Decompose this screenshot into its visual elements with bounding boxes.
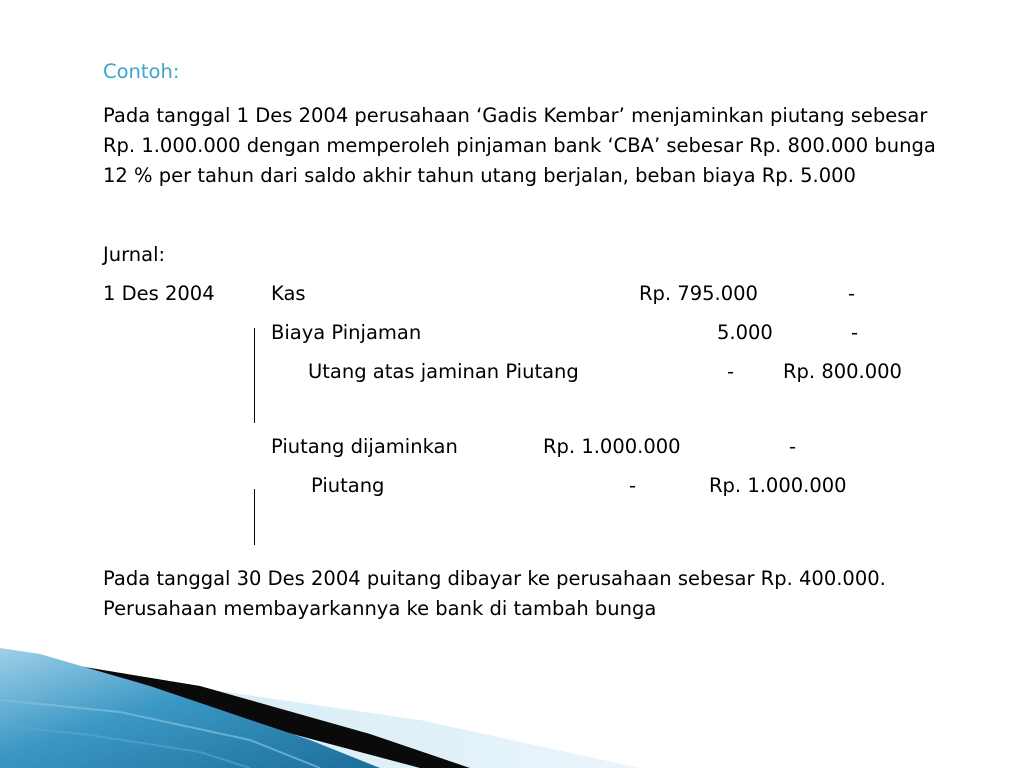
entry1-account: Kas	[271, 282, 306, 305]
entry2-account: Piutang	[311, 474, 385, 497]
closing-paragraph: Pada tanggal 30 Des 2004 puitang dibayar ke perusahaan sebesar Rp. 400.000. Perusahaan membayarkannya ke bank di tambah bunga	[103, 567, 886, 620]
entry1-debit: Rp. 795.000	[639, 282, 758, 305]
entry2-account: Piutang dijaminkan	[271, 435, 458, 458]
entry2-credit: Rp. 1.000.000	[709, 474, 847, 497]
entry2-debit: Rp. 1.000.000	[543, 435, 681, 458]
entry2-debit: -	[629, 474, 637, 497]
intro-paragraph: Pada tanggal 1 Des 2004 perusahaan ‘Gadis Kembar’ menjaminkan piutang sebesar Rp. 1.000.000 dengan memperoleh pinjaman bank ‘CBA’ sebesar Rp. 800.000 bunga 12 % per tahun dari saldo akhir tahun utang berjalan, beban biaya Rp. 5.000	[103, 104, 936, 187]
heading: Contoh:	[103, 60, 180, 83]
jurnal-label: Jurnal:	[103, 243, 166, 266]
entry1-credit: -	[848, 282, 856, 305]
entry1-account: Utang atas jaminan Piutang	[308, 360, 579, 383]
entry1-debit: -	[727, 360, 735, 383]
entry1-credit: -	[851, 321, 859, 344]
entry2-credit: -	[789, 435, 797, 458]
journal-bracket-line	[254, 489, 255, 545]
entry1-credit: Rp. 800.000	[783, 360, 902, 383]
entry1-account: Biaya Pinjaman	[271, 321, 422, 344]
journal-date: 1 Des 2004	[103, 282, 215, 305]
journal-bracket-line	[254, 328, 255, 423]
entry1-debit: 5.000	[717, 321, 773, 344]
